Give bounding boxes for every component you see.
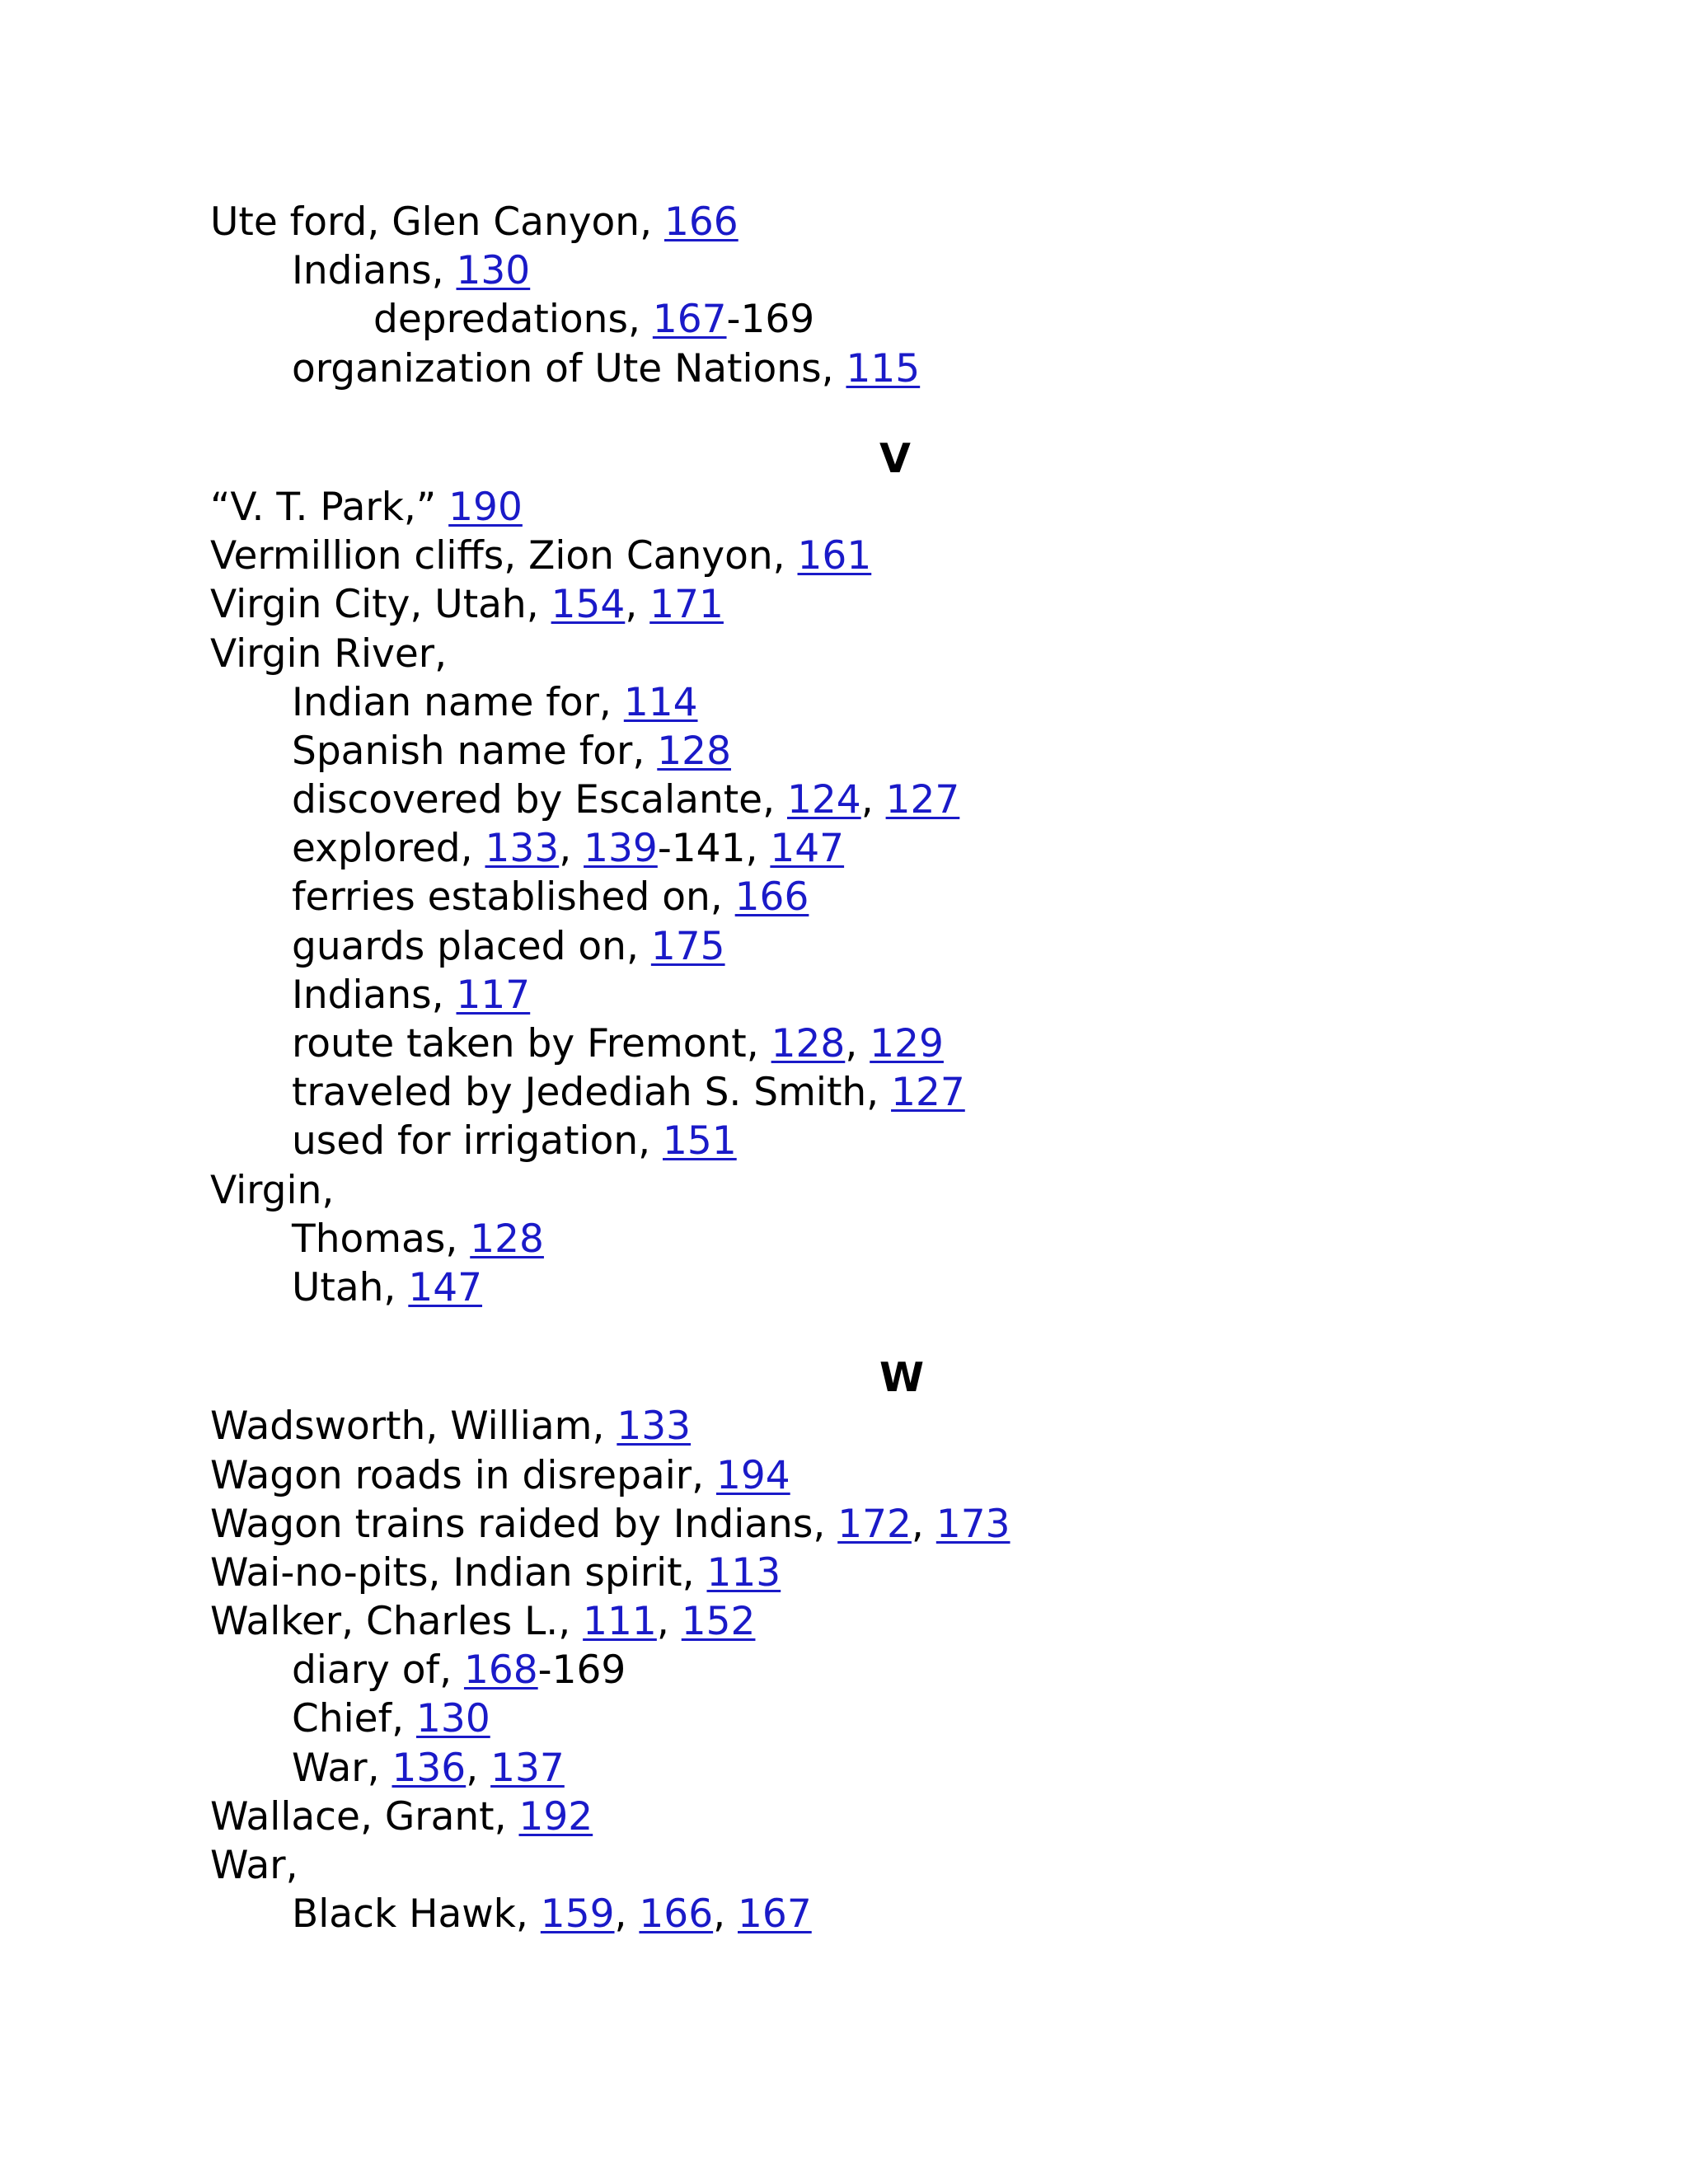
index-subentry: [210, 1019, 1447, 1068]
index-subentry: [210, 727, 1447, 776]
index-entry: [210, 483, 1447, 532]
entry-text: Black Hawk,: [292, 1891, 541, 1938]
index-entry: [210, 1841, 1447, 1890]
entry-text: Virgin River,: [210, 630, 448, 677]
page-link[interactable]: 124: [786, 777, 861, 823]
entry-text: “V. T. Park,”: [210, 484, 449, 530]
page-link[interactable]: 154: [551, 582, 626, 628]
index-subentry: [210, 1694, 1447, 1743]
section-letter: V: [879, 434, 911, 482]
entry-text: ,: [845, 1021, 870, 1066]
index-subentry: [210, 344, 1447, 393]
index-entry: [210, 1451, 1447, 1500]
page-link[interactable]: 128: [657, 728, 731, 774]
entry-text: Wagon roads in disrepair,: [210, 1452, 716, 1498]
page-link[interactable]: 166: [639, 1891, 714, 1938]
entry-text: ferries established on,: [292, 874, 735, 921]
page-link[interactable]: 152: [681, 1599, 756, 1645]
entry-text: ,: [656, 1599, 682, 1645]
entry-text: War,: [210, 1843, 298, 1888]
entry-text: Indians,: [292, 248, 457, 294]
entry-text: used for irrigation,: [292, 1118, 663, 1165]
index-subentry: [210, 922, 1447, 971]
page-link[interactable]: 136: [392, 1745, 467, 1791]
page-link[interactable]: 117: [456, 972, 531, 1018]
page-link[interactable]: 128: [771, 1021, 846, 1066]
index-entry: [210, 1166, 1447, 1215]
entry-text: discovered by Escalante,: [292, 777, 787, 823]
entry-text: guards placed on,: [292, 923, 651, 969]
index-subentry: [210, 1215, 1447, 1263]
entry-text: Virgin,: [210, 1167, 335, 1213]
entry-text: Wai-no-pits, Indian spirit,: [210, 1549, 707, 1596]
index-subentry: [210, 246, 1447, 295]
entry-text: route taken by Fremont,: [292, 1021, 771, 1066]
index-subentry: [210, 873, 1447, 921]
entry-text: diary of,: [292, 1647, 464, 1694]
page-link[interactable]: 147: [408, 1264, 483, 1310]
page-link[interactable]: 161: [797, 533, 872, 579]
entry-text: ,: [713, 1891, 738, 1938]
page-link[interactable]: 147: [770, 826, 845, 872]
index-entry: [210, 532, 1447, 580]
index-entry: [210, 1500, 1447, 1549]
entry-text: ,: [625, 582, 650, 628]
index-entry: [210, 1597, 1447, 1646]
index-entry: [210, 630, 1447, 678]
page-link[interactable]: 115: [846, 345, 921, 391]
entry-text: Chief,: [292, 1696, 417, 1742]
entry-text: ,: [614, 1891, 640, 1938]
entry-text: Virgin City, Utah,: [210, 582, 551, 628]
index-subentry: [210, 1744, 1447, 1793]
page-link[interactable]: 194: [715, 1452, 790, 1498]
page-link[interactable]: 127: [885, 777, 960, 823]
index-subentry: [210, 824, 1447, 873]
page-link[interactable]: 127: [891, 1070, 965, 1116]
page-link[interactable]: 192: [518, 1793, 593, 1840]
page-link[interactable]: 129: [870, 1021, 944, 1066]
page-link[interactable]: 111: [583, 1599, 657, 1645]
index-page: [210, 198, 1447, 1938]
entry-text: explored,: [292, 826, 485, 872]
page-link[interactable]: 137: [490, 1745, 565, 1791]
page-link[interactable]: 159: [540, 1891, 615, 1938]
section-letter: W: [879, 1354, 925, 1402]
index-entry: [210, 198, 1447, 246]
page-link[interactable]: 139: [584, 826, 658, 872]
page-link[interactable]: 114: [623, 679, 698, 725]
index-subentry: [210, 1890, 1447, 1938]
entry-text: Vermillion cliffs, Zion Canyon,: [210, 533, 798, 579]
page-link[interactable]: 167: [652, 297, 727, 343]
entry-text: ,: [860, 777, 886, 823]
entry-text: Utah,: [292, 1264, 409, 1310]
page-link[interactable]: 166: [734, 874, 809, 921]
page-link[interactable]: 166: [663, 199, 738, 245]
section-letter-heading: [210, 434, 1447, 483]
page-link[interactable]: 171: [649, 582, 724, 628]
entry-text: traveled by Jedediah S. Smith,: [292, 1070, 892, 1116]
page-link[interactable]: 175: [650, 923, 725, 969]
page-link[interactable]: 172: [837, 1501, 912, 1547]
page-link[interactable]: 167: [738, 1891, 812, 1938]
index-subentry: [210, 295, 1447, 344]
entry-text: ,: [466, 1745, 491, 1791]
entry-text: Wallace, Grant,: [210, 1793, 519, 1840]
index-entry: [210, 580, 1447, 629]
entry-text: -169: [726, 297, 815, 343]
entry-text: ,: [911, 1501, 936, 1547]
entry-text: depredations,: [373, 297, 653, 343]
index-subentry: [210, 1117, 1447, 1165]
index-subentry: [210, 971, 1447, 1019]
index-subentry: [210, 678, 1447, 727]
page-link[interactable]: 133: [485, 826, 560, 872]
entry-text: Wagon trains raided by Indians,: [210, 1501, 838, 1547]
section-spacer: [210, 1312, 1447, 1353]
page-link[interactable]: 190: [448, 484, 523, 530]
index-entry: [210, 1402, 1447, 1451]
entry-text: Indian name for,: [292, 679, 624, 725]
page-link[interactable]: 130: [416, 1696, 490, 1742]
index-subentry: [210, 1646, 1447, 1694]
page-link[interactable]: 168: [463, 1647, 538, 1694]
index-entry: [210, 1793, 1447, 1841]
index-subentry: [210, 776, 1447, 824]
index-subentry: [210, 1263, 1447, 1312]
entry-text: Thomas,: [292, 1216, 471, 1262]
section-letter-heading: [210, 1353, 1447, 1402]
index-entry: [210, 1549, 1447, 1597]
section-spacer: [210, 393, 1447, 434]
page-link[interactable]: 113: [706, 1549, 781, 1596]
entry-text: Spanish name for,: [292, 728, 658, 774]
page-link[interactable]: 173: [935, 1501, 1010, 1547]
page-link[interactable]: 128: [470, 1216, 544, 1262]
entry-text: Ute ford, Glen Canyon,: [210, 199, 664, 245]
entry-text: -169: [537, 1647, 626, 1694]
index-subentry: [210, 1068, 1447, 1117]
entry-text: -141,: [657, 826, 771, 872]
entry-text: Wadsworth, William,: [210, 1404, 617, 1450]
entry-text: organization of Ute Nations,: [292, 345, 846, 391]
entry-text: ,: [559, 826, 584, 872]
entry-text: Indians,: [292, 972, 457, 1018]
page-link[interactable]: 133: [617, 1404, 692, 1450]
entry-text: War,: [292, 1745, 392, 1791]
entry-text: Walker, Charles L.,: [210, 1599, 584, 1645]
page-link[interactable]: 130: [456, 248, 531, 294]
page-link[interactable]: 151: [663, 1118, 737, 1165]
